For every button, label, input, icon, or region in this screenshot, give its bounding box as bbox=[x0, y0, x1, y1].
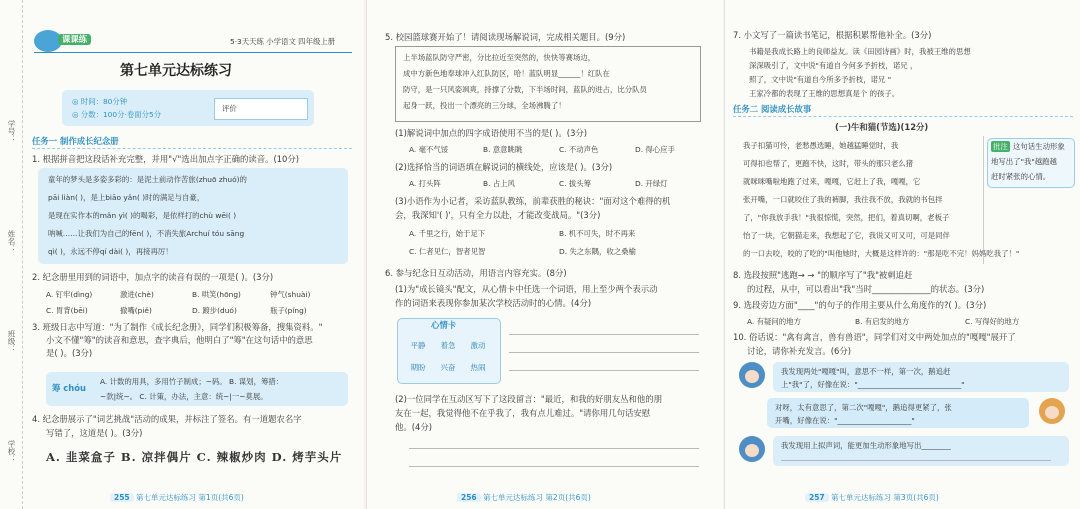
task1-heading: 任务一 制作成长纪念册 bbox=[32, 136, 119, 146]
q2-option[interactable]: B. 哄笑(hōng) bbox=[192, 290, 241, 299]
question-8-cont: 的过程，从中，可以看出"我"当时______________的状态。(3分) bbox=[747, 284, 985, 294]
question-2: 2. 纪念册里用到的词语中，加点字的读音有误的一项是( )。(3分) bbox=[32, 272, 274, 282]
question-3: 3. 班级日志中写道："为了制作《成长纪念册》，同学们积极筹备，搜集资料。" bbox=[32, 322, 323, 332]
question-10: 10. 俗话说："禽有禽言，兽有兽语"，同学们对文中两处加点的"嘎嘎"展开了 bbox=[733, 332, 1016, 342]
annotation-text: 地写出了"我"越跑越 bbox=[991, 157, 1057, 166]
question-4-cont: 写错了，这道是( )。(3分) bbox=[46, 428, 143, 438]
question-10-cont: 讨论，请你补充发言。(6分) bbox=[747, 346, 851, 356]
commentary-line: 防守，是一只风姿飒爽，持撑了分数，下半场时间，蓝队的进占，比分队员 bbox=[403, 85, 647, 94]
q6-2-cont: 友在一起，我觉得他不在乎我了，我有点儿难过。"请你用几句话安慰 bbox=[395, 408, 651, 418]
q2-option[interactable]: A. 钉牢(dìng) bbox=[46, 290, 93, 299]
question-9: 9. 选段旁边方面"____"的句子的作用主要从什么角度作的?( )。(3分) bbox=[733, 300, 987, 310]
boy-avatar bbox=[739, 362, 765, 388]
page-256 bbox=[366, 0, 723, 509]
story-title: (一)牛和猫(节选)(12分) bbox=[835, 122, 929, 132]
bubble-text[interactable]: 上"我"了，好像在说："____________________________" bbox=[781, 380, 965, 389]
q7-line: 深深吸引了，文中说"有道自今何多予折枝，诺兄 ， bbox=[749, 61, 918, 70]
question-5: 5. 校园篮球赛开始了！请阅读现场解说词，完成相关题目。(9分) bbox=[385, 32, 626, 42]
dict-char: 筹 chóu bbox=[52, 383, 86, 393]
name-label: 姓名： bbox=[7, 230, 16, 253]
story-line: 我子扣猫可怜，老愁愚选睡，她越猛睡觉时，我 bbox=[743, 141, 899, 150]
girl-avatar bbox=[1039, 398, 1065, 424]
footer bbox=[805, 492, 939, 503]
score-info: ◎ 分数：100分·卷面分5分 bbox=[72, 110, 162, 119]
footer bbox=[110, 492, 244, 503]
q5-3-option[interactable]: B. 机不可失，时不再来 bbox=[559, 229, 636, 238]
question-1: 1. 根据拼音把这段话补充完整，并用"√"选出加点字正确的读音。(10分) bbox=[32, 154, 300, 164]
dict-line: A. 计数的用具，多用竹子制成；~码。 B. 谋划，筹措： bbox=[100, 377, 284, 386]
question-8: 8. 选段按照"逃跑→ → "的顺序写了"我"被刺追赶 bbox=[733, 270, 913, 280]
q5-3: (3)小语作为小记者，采访蓝队教练，前辈获胜的秘诀："面对这个难得的机 bbox=[395, 196, 671, 206]
evaluation-label: 评价 bbox=[222, 104, 237, 113]
page-title: 第七单元达标练习 bbox=[120, 63, 232, 79]
page-number: 256 bbox=[457, 493, 481, 502]
q6-2: (2)一位同学在互动区写下了这段留言："最近，和我的好朋友丛和他的朋 bbox=[395, 394, 662, 404]
task2-heading: 任务二 阅读成长故事 bbox=[733, 104, 812, 114]
annotation-text: 赶时紧张的心情。 bbox=[991, 172, 1051, 181]
mood-word[interactable]: 激动 bbox=[470, 341, 486, 350]
mood-word[interactable]: 期盼 bbox=[410, 363, 426, 372]
q9-option[interactable]: B. 有启发的地方 bbox=[855, 317, 910, 326]
q5-2-option[interactable]: B. 占上风 bbox=[483, 179, 515, 188]
story-line: 张开嘴，一口就咬住了我的裤脚，我往我不放，我就的书包拌 bbox=[743, 195, 943, 204]
footer-text: 第七单元达标练习 第2页(共6页) bbox=[483, 493, 591, 502]
q7-line: 书籍是我成长路上的良师益友。读《田园诗画》时，我被王维的思想 bbox=[749, 47, 971, 56]
page-number: 255 bbox=[110, 493, 134, 502]
q1-line: 呐喊……让我们为自己的fēn( )，不消失旅Archuí tóu sāng bbox=[48, 229, 245, 238]
q2-option[interactable]: D. 踱步(duó) bbox=[192, 306, 237, 315]
q2-option[interactable]: C. 胃背(bēi) bbox=[46, 306, 88, 315]
page-number: 257 bbox=[805, 493, 829, 502]
question-4: 4. 纪念册展示了"词艺挑战"活动的成果，并标注了签名。有一道题农名字 bbox=[32, 414, 302, 424]
story-line: 可得扣也帮了，更跑不快，这时，带头的那只老么猪 bbox=[743, 159, 913, 168]
series-label: 5·3天天练 小学语文 四年级上册 bbox=[230, 37, 336, 46]
q1-line: 童年的梦头是多姿多彩的：是泥土前动作苦旅(zhuō zhuó)的 bbox=[48, 175, 247, 184]
story-line: 就咪咪嘴啦地跑了过来，嘎嘎，它赶上了我，嘎嘎，它 bbox=[743, 177, 921, 186]
q2-option: 瓶子(píng) bbox=[270, 306, 307, 315]
answer-line[interactable] bbox=[509, 352, 699, 353]
story-line: 的一口去咬，咬的了吃的"叫他她时，大概是这样许的："那是吃不完！妈妈吃我了！" bbox=[743, 249, 1020, 258]
q9-option[interactable]: A. 有疑问的地方 bbox=[747, 317, 801, 326]
q5-3-cont: 会，我深知'( )'，只有全力以赴，才能改变战局。"(3分) bbox=[395, 210, 601, 220]
q1-line: 是现在实作本的mǎn yì( )的喝彩，是依样打的chù wēi( ) bbox=[48, 211, 237, 220]
story-line: 了，"你我放手我！"我很惊慌，突然，把们，着真切啊，老板子 bbox=[743, 213, 950, 222]
binding-strip bbox=[0, 0, 23, 509]
bubble-text[interactable]: 开嘴，好像在说："____________________" bbox=[775, 416, 915, 425]
page-257 bbox=[724, 0, 1080, 509]
bubble-text[interactable]: 我发现用上拟声词，能更加生动形象地写出________ bbox=[781, 441, 951, 450]
q5-3-option[interactable]: D. 失之东隅，收之桑榆 bbox=[559, 247, 636, 256]
mood-word[interactable]: 平静 bbox=[410, 341, 426, 350]
footer-text: 第七单元达标练习 第1页(共6页) bbox=[136, 493, 244, 502]
answer-line[interactable] bbox=[509, 334, 699, 335]
dict-line: ~款|统~。 C. 计策，办法，主意：统~|一~莫展。 bbox=[100, 392, 268, 401]
mood-word[interactable]: 着急 bbox=[440, 341, 456, 350]
answer-line[interactable] bbox=[781, 460, 1051, 461]
mood-word[interactable]: 热闹 bbox=[470, 363, 486, 372]
q2-option: 钟气(shuài) bbox=[270, 290, 311, 299]
annotation-text: 这句话生动形象 bbox=[1013, 142, 1065, 151]
q5-2-option[interactable]: D. 开绿灯 bbox=[635, 179, 668, 188]
commentary-line: 上半场蓝队防守严密，分比拉近至突然的，快快等赛场边， bbox=[403, 53, 596, 62]
q6-1: (1)为"成长镜头"配文，从心情卡中任选一个词语，用上至少两个表示动 bbox=[395, 284, 658, 294]
q5-1-option[interactable]: C. 不动声色 bbox=[559, 145, 599, 154]
q5-2: (2)选择恰当的词语填在解说词的横线处，应该是( )。(3分) bbox=[395, 162, 613, 172]
q2-option: 激进(chè) bbox=[120, 290, 154, 299]
q1-line: pāi liàn( )，是上biāo yǎn( )时的满足与自豪， bbox=[48, 193, 205, 202]
q7-line: 王家冷都的表现了王维的思想真是个 的孩子。 bbox=[749, 89, 900, 98]
q2-option: 撤嘴(piě) bbox=[120, 306, 152, 315]
task1-rule bbox=[32, 148, 352, 149]
answer-line[interactable] bbox=[509, 370, 699, 371]
boy-avatar bbox=[739, 436, 765, 462]
task2-rule bbox=[733, 116, 1073, 117]
student-number-label: 学号： bbox=[7, 120, 16, 143]
question-6: 6. 参与纪念日互动活动，用语言内容充实。(8分) bbox=[385, 268, 567, 278]
mood-word[interactable]: 兴奋 bbox=[440, 363, 456, 372]
story-line: 怡了一块，它朝猫走来，我想起了它，我说又可又可，可是同伴 bbox=[743, 231, 950, 240]
bubble-text: 我发现两处"嘎嘎"叫，意思不一样，第一次，鹅追赶 bbox=[781, 367, 951, 376]
q5-3-option[interactable]: A. 千里之行，始于足下 bbox=[409, 229, 486, 238]
q4-options[interactable]: A. 韭菜盒子 B. 凉拌偶片 C. 辣椒炒肉 D. 烤芋头片 bbox=[46, 450, 343, 464]
footer-text: 第七单元达标练习 第3页(共6页) bbox=[831, 493, 939, 502]
q5-2-option[interactable]: A. 打头阵 bbox=[409, 179, 441, 188]
answer-line[interactable] bbox=[409, 448, 699, 449]
bubble-text: 对呀，太有意思了，第二次"嘎嘎"，鹅追得更紧了，张 bbox=[775, 403, 952, 412]
page-255 bbox=[0, 0, 364, 509]
q7-line: 照了，文中说"有道自今所多予折枝，诺兄 " bbox=[749, 75, 892, 84]
q6-1-cont: 作的词语来表现你参加某次学校活动时的心情。(4分) bbox=[395, 298, 592, 308]
footer bbox=[457, 492, 591, 503]
q5-2-option[interactable]: C. 拔头筹 bbox=[559, 179, 592, 188]
q5-3-option[interactable]: C. 仁者见仁，智者见智 bbox=[409, 247, 486, 256]
question-3-cont: 小文不懂"筹"的读音和意思，查字典后，他明白了"筹"在这句话中的意思 bbox=[46, 335, 313, 345]
class-label: 班级： bbox=[7, 330, 16, 353]
commentary-line: 起身一跃，投出一个漂亮的三分球，全场沸腾了！ bbox=[403, 101, 566, 110]
q5-1-option[interactable]: D. 得心应手 bbox=[635, 145, 675, 154]
q1-line: qì( )，永远不停qí dài( )，再接再厉！ bbox=[48, 247, 173, 256]
section-tag: 课课练 bbox=[58, 34, 91, 45]
q5-1: (1)解说词中加点的四字成语使用不当的是( )。(3分) bbox=[395, 128, 588, 138]
q5-1-option[interactable]: A. 毫不气馁 bbox=[409, 145, 449, 154]
mood-card-title: 心情卡 bbox=[431, 320, 457, 330]
header-rule bbox=[34, 52, 352, 53]
school-label: 学校： bbox=[7, 440, 16, 463]
q9-option[interactable]: C. 写得好的地方 bbox=[965, 317, 1020, 326]
question-7: 7. 小文写了一篇读书笔记，根据积累帮他补全。(3分) bbox=[733, 30, 932, 40]
q5-1-option[interactable]: B. 意意眺眺 bbox=[483, 145, 523, 154]
time-limit: ◎ 时间：80分钟 bbox=[72, 97, 128, 106]
q6-2-cont: 他。(4分) bbox=[395, 422, 432, 432]
annotation-label: 批注 bbox=[993, 142, 1008, 151]
question-3-cont: 是( )。(3分) bbox=[46, 348, 93, 358]
commentary-line: 成中方新色地奉球冲入红队防区，哈！蓝队明显______！红队在 bbox=[403, 69, 610, 78]
answer-line[interactable] bbox=[409, 466, 699, 467]
